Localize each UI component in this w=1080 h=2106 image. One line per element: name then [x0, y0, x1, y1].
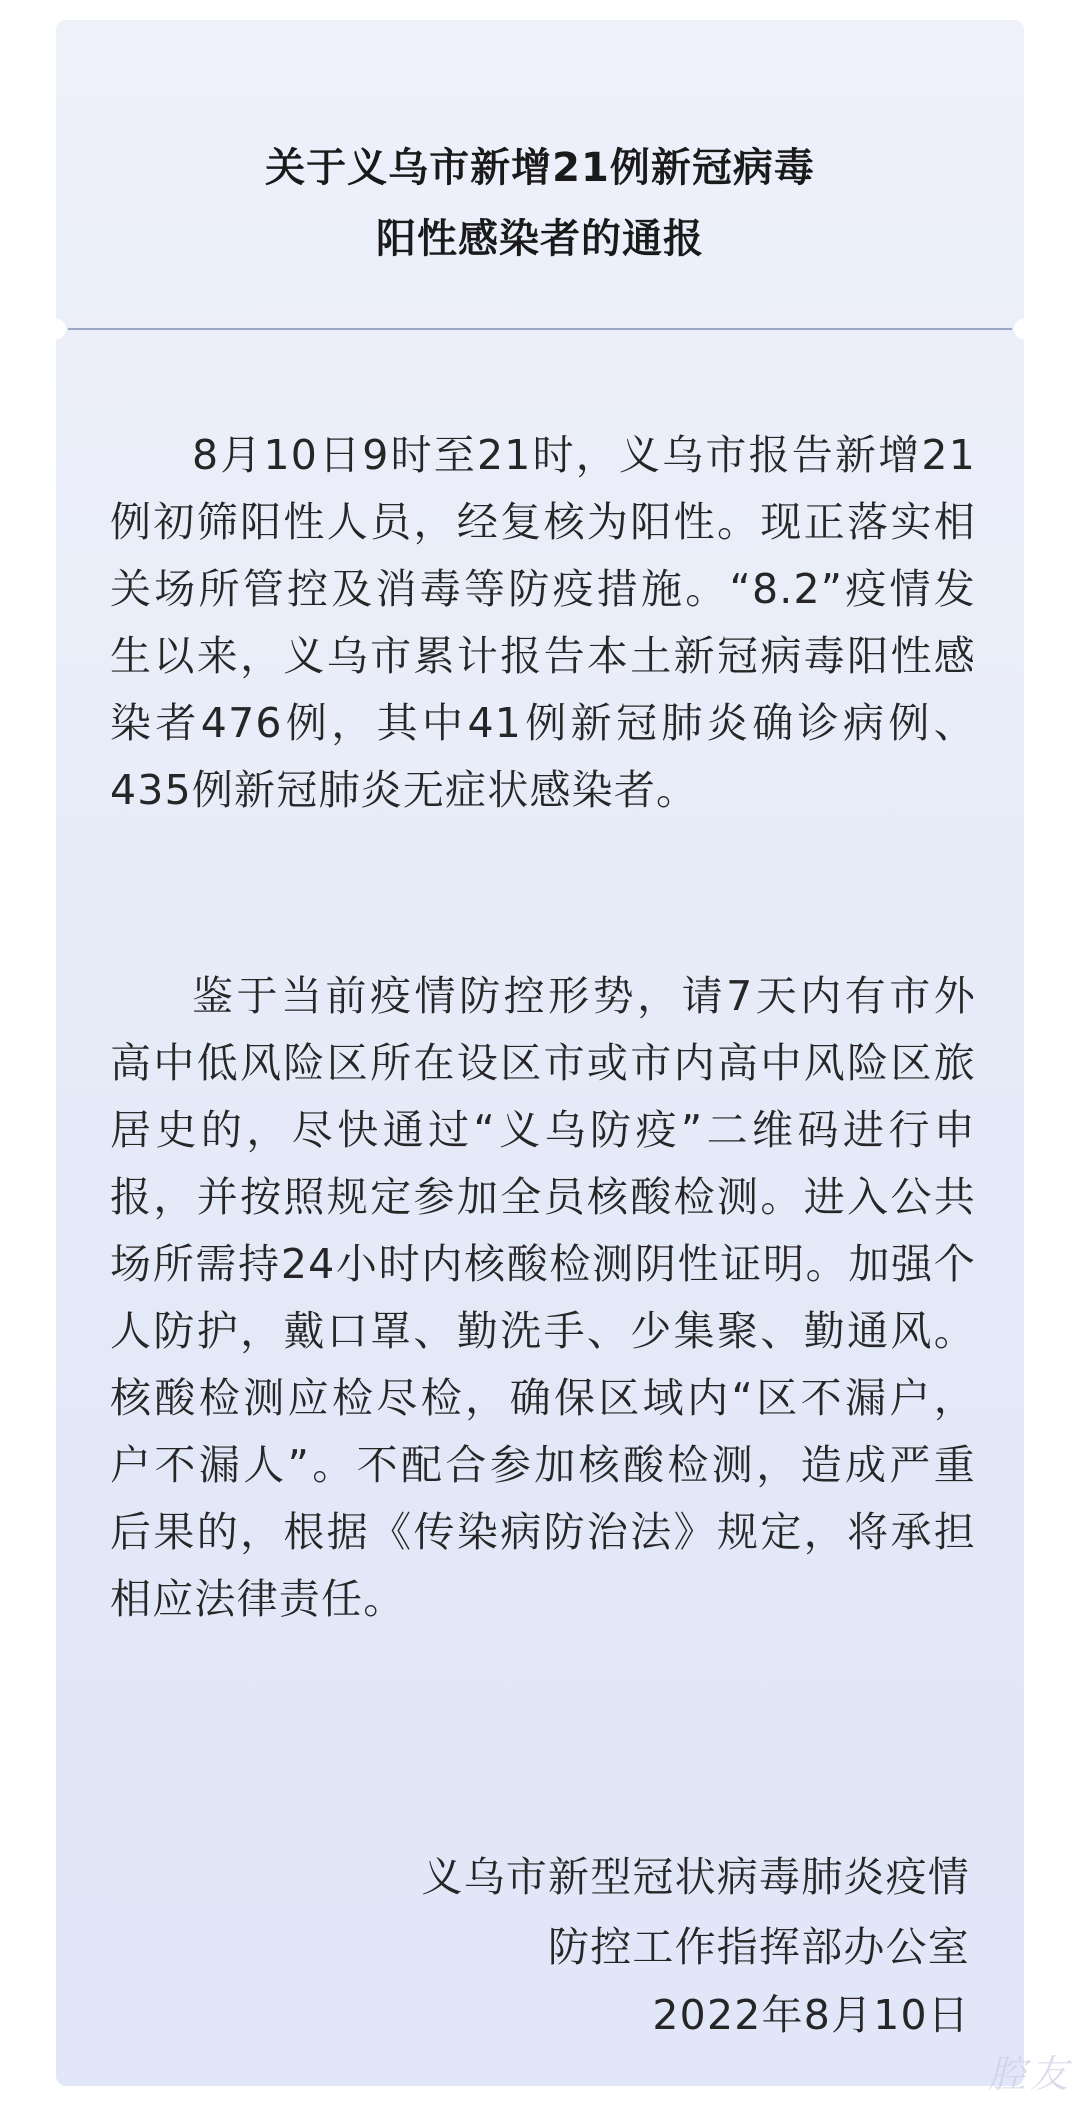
notice-title-line2: 阳性感染者的通报: [376, 216, 704, 262]
header-divider: [68, 328, 1012, 330]
notice-paragraph-1: 8月10日9时至21时，义乌市报告新增21例初筛阳性人员，经复核为阳性。现正落实相关场所管控及消毒等防疫措施。“8.2”疫情发生以来，义乌市累计报告本土新冠病毒阳性感染者476例，其中41例新冠肺炎确诊病例、435例新冠肺炎无症状感染者。: [110, 431, 976, 814]
notice-header: [56, 20, 1024, 328]
notice-card: [56, 20, 1024, 2086]
signature-line-2: 防控工作指挥部办公室: [548, 1923, 970, 1971]
notice-date: 2022年8月10日: [652, 1991, 970, 2039]
notice-title-line1: 关于义乌市新增21例新冠病毒: [265, 145, 815, 191]
signature-line-1: 义乌市新型冠状病毒肺炎疫情: [421, 1853, 970, 1901]
right-notch: [1014, 319, 1024, 339]
notice-paragraph-2: 鉴于当前疫情防控形势，请7天内有市外高中低风险区所在设区市或市内高中风险区旅居史的，尽快通过“义乌防疫”二维码进行申报，并按照规定参加全员核酸检测。进入公共场所需持24小时内核酸检测阴性证明。加强个人防护，戴口罩、勤洗手、少集聚、勤通风。核酸检测应检尽检，确保区域内“区不漏户，户不漏人”。不配合参加核酸检测，造成严重后果的，根据《传染病防治法》规定，将承担相应法律责任。: [110, 972, 976, 1623]
watermark-text: 腔友: [987, 2052, 1072, 2096]
